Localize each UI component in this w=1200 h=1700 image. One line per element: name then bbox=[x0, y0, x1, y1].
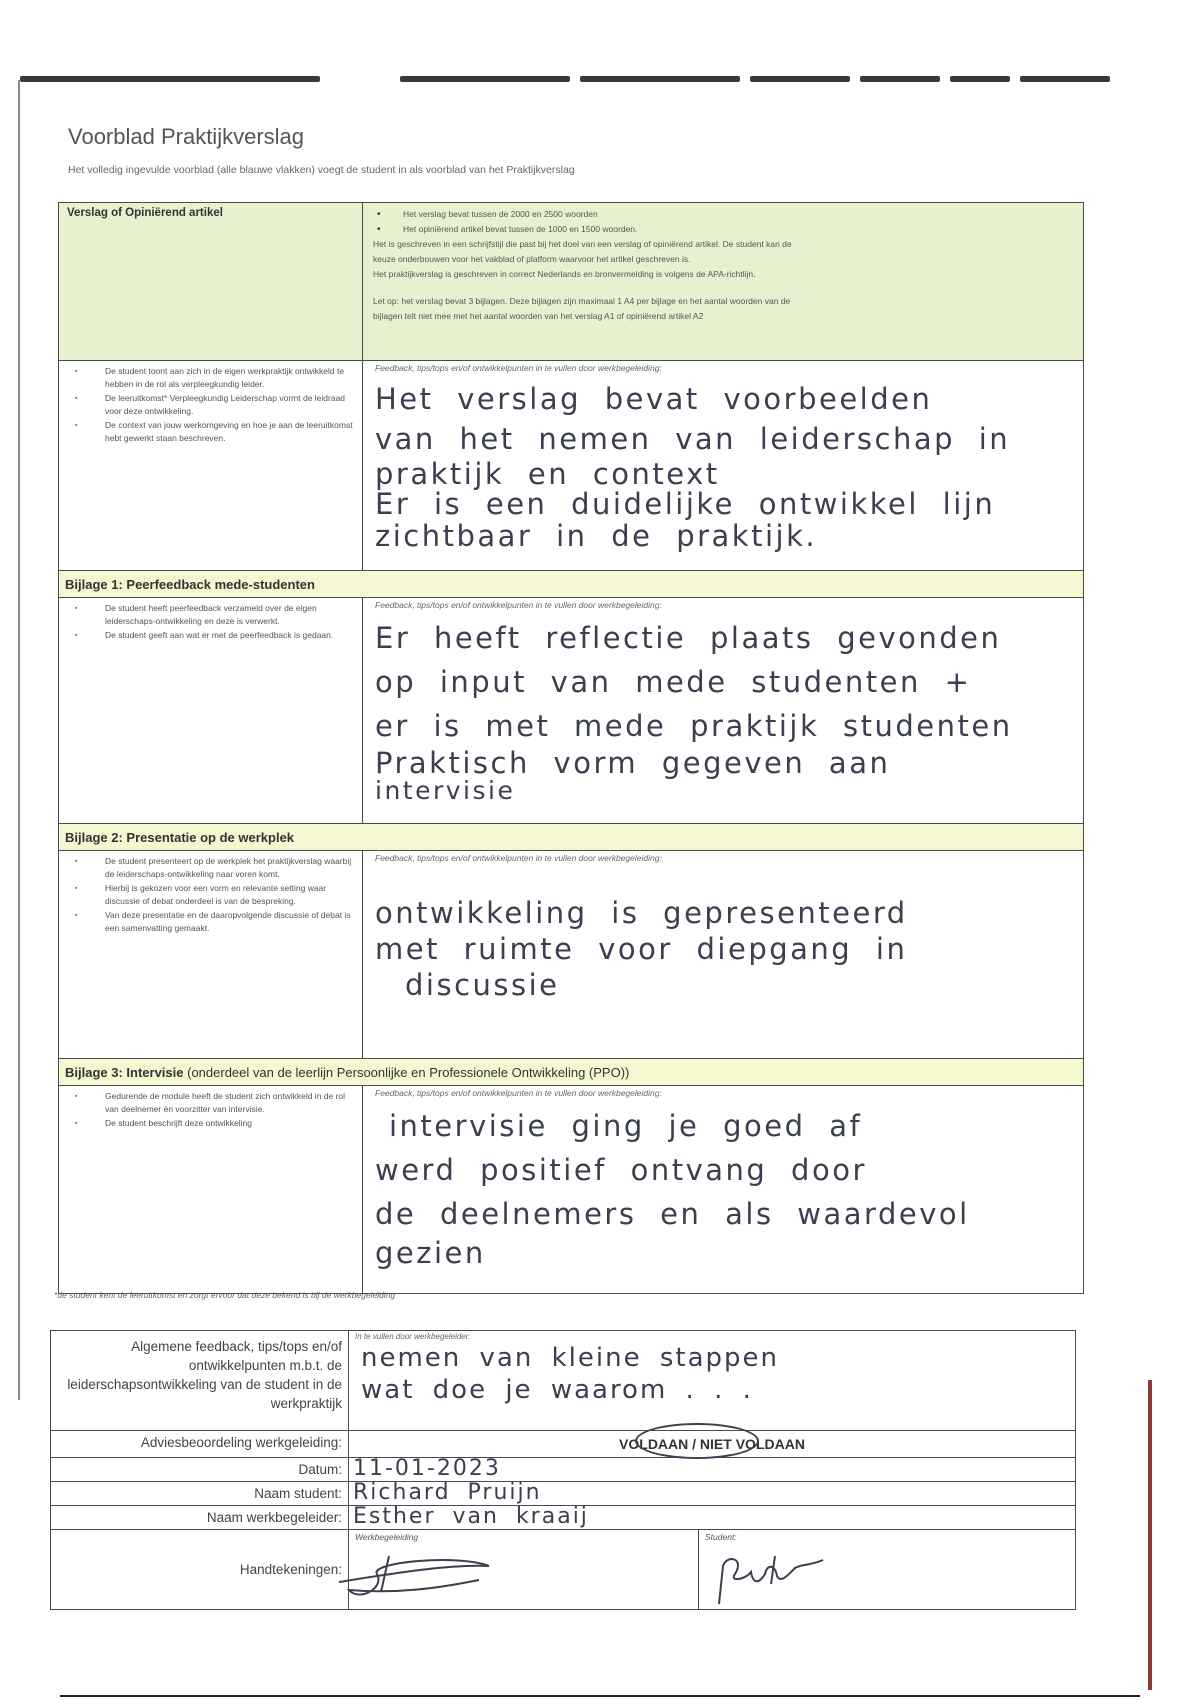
page-title: Voorblad Praktijkverslag bbox=[68, 124, 305, 149]
bijlage2-header-row bbox=[59, 824, 1084, 851]
general-feedback-label-cell bbox=[51, 1331, 349, 1431]
bijlage3-feedback-cell bbox=[363, 1086, 1084, 1294]
handwritten-line: Praktisch vorm gegeven aan bbox=[375, 746, 891, 780]
criterion-item: ▪ De student heeft peerfeedback verzameld over de eigen leiderschaps-ontwikkeling en deze is verwerkt. bbox=[65, 602, 356, 628]
feedback-label: Feedback, tips/tops en/of ontwikkelpunten in te vullen door werkbegeleiding: bbox=[375, 600, 662, 610]
bijlage1-feedback-cell bbox=[363, 598, 1084, 824]
handwritten-line: op input van mede studenten + bbox=[375, 665, 972, 699]
criterion-item: ▪ De student presenteert op de werkplek het praktijkverslag waarbij de leiderschaps-ontwikkeling naar voren komt. bbox=[65, 855, 356, 881]
page-left-edge bbox=[18, 80, 20, 1400]
torn-top-edge bbox=[20, 76, 1120, 84]
bijlage2-criteria-cell bbox=[59, 851, 363, 1059]
criterion-item: ▪ Gedurende de module heeft de student zich ontwikkeld in de rol van deelnemer èn voorzitter van intervisie. bbox=[65, 1090, 356, 1116]
bijlage2-row bbox=[59, 851, 1084, 1059]
requirement-bullet: • Het verslag bevat tussen de 2000 en 2500 woorden bbox=[373, 207, 1073, 222]
student-signature bbox=[705, 1544, 865, 1608]
student-signature-label: Student: bbox=[705, 1532, 737, 1542]
handwritten-feedback bbox=[363, 865, 1083, 1003]
advice-row bbox=[51, 1431, 1076, 1458]
general-fill-label: In te vullen door werkbegeleider: bbox=[355, 1332, 471, 1341]
report-feedback-row bbox=[59, 361, 1084, 571]
handwritten-feedback bbox=[363, 1100, 1083, 1270]
report-title-cell bbox=[59, 203, 363, 361]
bijlage1-header-row bbox=[59, 571, 1084, 598]
handwritten-feedback bbox=[363, 375, 1083, 553]
supervisor-signature-label: Werkbegeleiding bbox=[355, 1532, 419, 1542]
handwritten-line: werd positief ontvang door bbox=[375, 1153, 867, 1187]
page-bottom-line bbox=[60, 1695, 1140, 1697]
bijlage3-row bbox=[59, 1086, 1084, 1294]
handwritten-line: met ruimte voor diepgang in bbox=[375, 932, 908, 966]
bijlage1-criteria-cell bbox=[59, 598, 363, 824]
supervisor-signature-cell bbox=[349, 1530, 699, 1610]
advice-label: Adviesbeoordeling werkgeleiding: bbox=[140, 1435, 342, 1450]
feedback-label: Feedback, tips/tops en/of ontwikkelpunten in te vullen door werkbegeleiding: bbox=[375, 853, 662, 863]
voldaan-circle bbox=[635, 1423, 759, 1459]
assessment-table bbox=[58, 202, 1084, 1294]
report-requirements-row bbox=[59, 203, 1084, 361]
signatures-label: Handtekeningen: bbox=[239, 1562, 342, 1577]
handwritten-line: Het verslag bevat voorbeelden bbox=[375, 382, 933, 416]
handwritten-line: Er heeft reflectie plaats gevonden bbox=[375, 621, 1002, 655]
bijlage3-header-row bbox=[59, 1059, 1084, 1086]
bijlage3-title: Bijlage 3: Intervisie bbox=[65, 1064, 184, 1080]
requirement-line: Het is geschreven in een schrijfstijl die past bij het doel van een verslag of opiniërend artikel. De student kan de bbox=[373, 239, 792, 249]
criterion-item: ▪ De student toont aan zich in de eigen werkpraktijk ontwikkeld te hebben in de rol als verpleegkundig leider. bbox=[65, 365, 356, 391]
bijlage1-title: Bijlage 1: Peerfeedback mede-studenten bbox=[65, 576, 315, 592]
report-requirements-cell bbox=[363, 203, 1084, 361]
handwritten-line: intervisie ging je goed af bbox=[389, 1109, 863, 1143]
handwritten-line: ontwikkeling is gepresenteerd bbox=[375, 896, 908, 930]
date-label: Datum: bbox=[298, 1462, 342, 1477]
criterion-item: ▪ De student geeft aan wat er met de peerfeedback is gedaan. bbox=[65, 629, 356, 642]
signatures-row bbox=[51, 1530, 1076, 1610]
footnote: *de student kent de leeruitkomst en zorgt ervoor dat deze bekend is bij de werkbegeleiding bbox=[54, 1290, 396, 1300]
page-subtitle: Het volledig ingevulde voorblad (alle blauwe vlakken) voegt de student in als voorblad van het Praktijkverslag bbox=[68, 164, 575, 176]
handwritten-line: wat doe je waarom . . . bbox=[361, 1375, 753, 1405]
general-feedback-label: Algemene feedback, tips/tops en/of ontwikkelpunten m.b.t. de leiderschapsontwikkeling van de student in de werkpraktijk bbox=[67, 1339, 342, 1411]
bijlage1-row bbox=[59, 598, 1084, 824]
student-row bbox=[51, 1482, 1076, 1506]
feedback-label: Feedback, tips/tops en/of ontwikkelpunten in te vullen door werkbegeleiding: bbox=[375, 1088, 662, 1098]
supervisor-label: Naam werkbegeleider: bbox=[206, 1510, 342, 1525]
supervisor-row bbox=[51, 1506, 1076, 1530]
handwritten-line: praktijk en context bbox=[375, 457, 720, 491]
general-feedback-cell bbox=[349, 1331, 1076, 1431]
requirement-line: Het praktijkverslag is geschreven in correct Nederlands en bronvermelding is volgens de APA-richtlijn. bbox=[373, 269, 756, 279]
criterion-item: ▪ Hierbij is gekozen voor een vorm en relevante setting waar discussie of debat onderdeel is van de bespreking. bbox=[65, 882, 356, 908]
feedback-label: Feedback, tips/tops en/of ontwikkelpunten in te vullen door werkbegeleiding: bbox=[375, 363, 662, 373]
requirement-line: keuze onderbouwen voor het vakblad of platform waarvoor het artikel geschreven is. bbox=[373, 254, 691, 264]
handwritten-line: nemen van kleine stappen bbox=[361, 1343, 779, 1373]
advice-verdict: VOLDAAN / NIET VOLDAAN bbox=[619, 1436, 805, 1452]
advice-verdict-cell bbox=[349, 1431, 1076, 1458]
criterion-item: ▪ De context van jouw werkomgeving en hoe je aan de leeruitkomst hebt gewerkt staan beschreven. bbox=[65, 419, 356, 445]
student-name: Richard Pruijn bbox=[353, 1480, 542, 1505]
bijlage2-feedback-cell bbox=[363, 851, 1084, 1059]
handwritten-line: discussie bbox=[405, 968, 560, 1002]
bijlage2-title: Bijlage 2: Presentatie op de werkplek bbox=[65, 829, 295, 845]
handwritten-line: intervisie bbox=[375, 776, 516, 805]
criterion-item: ▪ De leeruitkomst* Verpleegkundig Leiderschap vormt de leidraad voor deze ontwikkeling. bbox=[65, 392, 356, 418]
handwritten-line: er is met mede praktijk studenten bbox=[375, 709, 1013, 743]
handwritten-general-feedback bbox=[349, 1342, 1075, 1406]
bijlage3-criteria-cell bbox=[59, 1086, 363, 1294]
report-feedback-cell bbox=[363, 361, 1084, 571]
final-assessment-table bbox=[50, 1330, 1076, 1610]
student-label: Naam student: bbox=[254, 1486, 342, 1501]
date-value: 11-01-2023 bbox=[353, 1456, 501, 1481]
report-criteria-cell bbox=[59, 361, 363, 571]
supervisor-name: Esther van kraaij bbox=[353, 1504, 589, 1529]
criterion-item: ▪ Van deze presentatie en de daaropvolgende discussie of debat is een samenvatting gemaakt. bbox=[65, 909, 356, 935]
criterion-item: ▪ De student beschrijft deze ontwikkeling bbox=[65, 1117, 356, 1130]
student-signature-cell bbox=[699, 1530, 1076, 1610]
handwritten-line: van het nemen van leiderschap in bbox=[375, 422, 1011, 456]
handwritten-line: de deelnemers en als waardevol bbox=[375, 1197, 970, 1231]
date-row bbox=[51, 1458, 1076, 1482]
page-right-edge bbox=[1148, 1380, 1152, 1690]
handwritten-line: zichtbaar in de praktijk. bbox=[375, 519, 818, 553]
handwritten-line: Er is een duidelijke ontwikkel lijn bbox=[375, 487, 996, 521]
requirement-bullet: • Het opiniërend artikel bevat tussen de 1000 en 1500 woorden. bbox=[373, 222, 1073, 237]
handwritten-line: gezien bbox=[375, 1236, 486, 1270]
supervisor-signature bbox=[329, 1544, 629, 1604]
bijlage3-title-suffix: (onderdeel van de leerlijn Persoonlijke en Professionele Ontwikkeling (PPO)) bbox=[187, 1064, 630, 1080]
requirement-note: bijlagen telt niet mee met het aantal woorden van het verslag A1 of opiniërend artikel A2 bbox=[373, 311, 704, 321]
general-feedback-row bbox=[51, 1331, 1076, 1431]
requirement-note: Let op: het verslag bevat 3 bijlagen. Deze bijlagen zijn maximaal 1 A4 per bijlage en het aantal woorden van de bbox=[373, 296, 791, 306]
handwritten-feedback bbox=[363, 612, 1083, 804]
report-title: Verslag of Opiniërend artikel bbox=[67, 207, 223, 219]
